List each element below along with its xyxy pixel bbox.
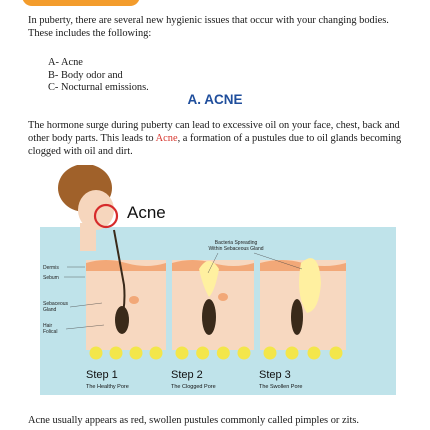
intro-paragraph: In puberty, there are several new hygienic issues that occur with your changing bodies. These includes the following:: [28, 15, 389, 39]
acne-text-before: The hormone surge during puberty can lead to excessive oil on your face, chest, back and other body parts. This leads to: [28, 120, 400, 144]
step-1-title: Step 1: [86, 369, 118, 381]
label-bacteria-line2: Within Sebaceous Gland: [208, 246, 264, 252]
step-3-caption: The Swollen Pore: [259, 384, 303, 390]
label-gland: Gland: [43, 307, 57, 313]
list-item: B- Body odor and: [48, 69, 123, 81]
fat-cell: [264, 347, 277, 360]
fat-cell: [238, 347, 251, 360]
fat-cell: [308, 347, 321, 360]
list-item: C- Nocturnal emissions.: [48, 82, 149, 93]
hair-follicle: [115, 306, 129, 334]
label-bacteria-line1: Bacteria Spreading: [214, 240, 258, 246]
fat-cell: [130, 347, 143, 360]
acne-term-link[interactable]: Acne: [155, 133, 178, 144]
fat-cell: [217, 347, 230, 360]
label-dermis: Dermis: [43, 265, 59, 271]
step-2-title: Step 2: [171, 369, 203, 381]
list-item: A- Acne: [48, 57, 83, 68]
fat-cell: [196, 347, 209, 360]
acne-stages-figure: [40, 165, 396, 395]
sebaceous-gland: [218, 293, 228, 301]
skin-panel-3: [260, 258, 346, 359]
hair-follicle: [291, 299, 303, 335]
top-banner: [22, 0, 140, 6]
acne-diagram: [40, 165, 396, 395]
fat-cell: [176, 347, 189, 360]
acne-paragraph: [28, 119, 408, 158]
neck-shape: [80, 223, 96, 251]
acne-text-after: , a formation of a pustules due to oil glands becoming clogged with oil and dirt.: [28, 133, 402, 157]
step-2-caption: The Clogged Pore: [171, 384, 216, 390]
fat-cell: [90, 347, 103, 360]
step-3-title: Step 3: [259, 369, 291, 381]
acne-callout-label: Acne: [127, 203, 166, 222]
label-hair: Hair: [43, 323, 53, 329]
hygiene-issues-list: [48, 57, 149, 95]
label-sebaceous: Sebaceous: [43, 301, 69, 307]
skin-layer: [86, 260, 166, 350]
hair-follicle: [202, 299, 216, 335]
step-1-caption: The Healthy Pore: [86, 384, 129, 390]
skin-panel-2: [172, 260, 254, 360]
section-heading: A. ACNE: [187, 92, 243, 107]
sebaceous-gland: [129, 296, 139, 304]
fat-cell: [330, 347, 343, 360]
fat-cell: [286, 347, 299, 360]
fat-cell: [110, 347, 123, 360]
label-sebum: Sebum: [43, 275, 59, 281]
closing-paragraph: Acne usually appears as red, swollen pustules commonly called pimples or zits.: [28, 415, 359, 426]
label-folical: Folical: [43, 329, 58, 335]
fat-cell: [150, 347, 163, 360]
